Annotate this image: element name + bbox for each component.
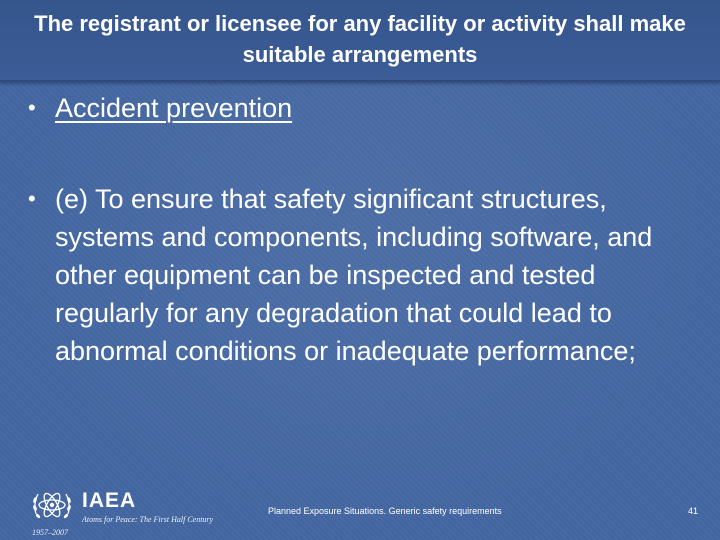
slide-title: The registrant or licensee for any facility or activity shall make suitable arrangements xyxy=(34,11,686,67)
iaea-logo xyxy=(30,484,220,538)
bullet-marker: • xyxy=(28,95,36,120)
logo-years: 1957–2007 xyxy=(32,528,68,537)
bullet-text: Accident prevention xyxy=(55,93,293,123)
footer-caption: Planned Exposure Situations. Generic safety requirements xyxy=(268,506,502,516)
bullet-item-body xyxy=(28,180,698,370)
bullet-text: (e) To ensure that safety significant structures, systems and components, including software, and other equipment can be inspected and tested regularly for any degradation that could lead to abnormal conditions or inadequate performance; xyxy=(55,184,653,366)
bullet-item-heading xyxy=(28,89,688,127)
bullet-marker: • xyxy=(28,186,36,211)
logo-tagline: Atoms for Peace: The First Half Century xyxy=(82,515,214,524)
atom-olive-wreath-icon xyxy=(30,484,74,528)
page-number: 41 xyxy=(688,506,699,516)
logo-wordmark: IAEA xyxy=(82,489,137,512)
title-bar xyxy=(0,0,720,82)
